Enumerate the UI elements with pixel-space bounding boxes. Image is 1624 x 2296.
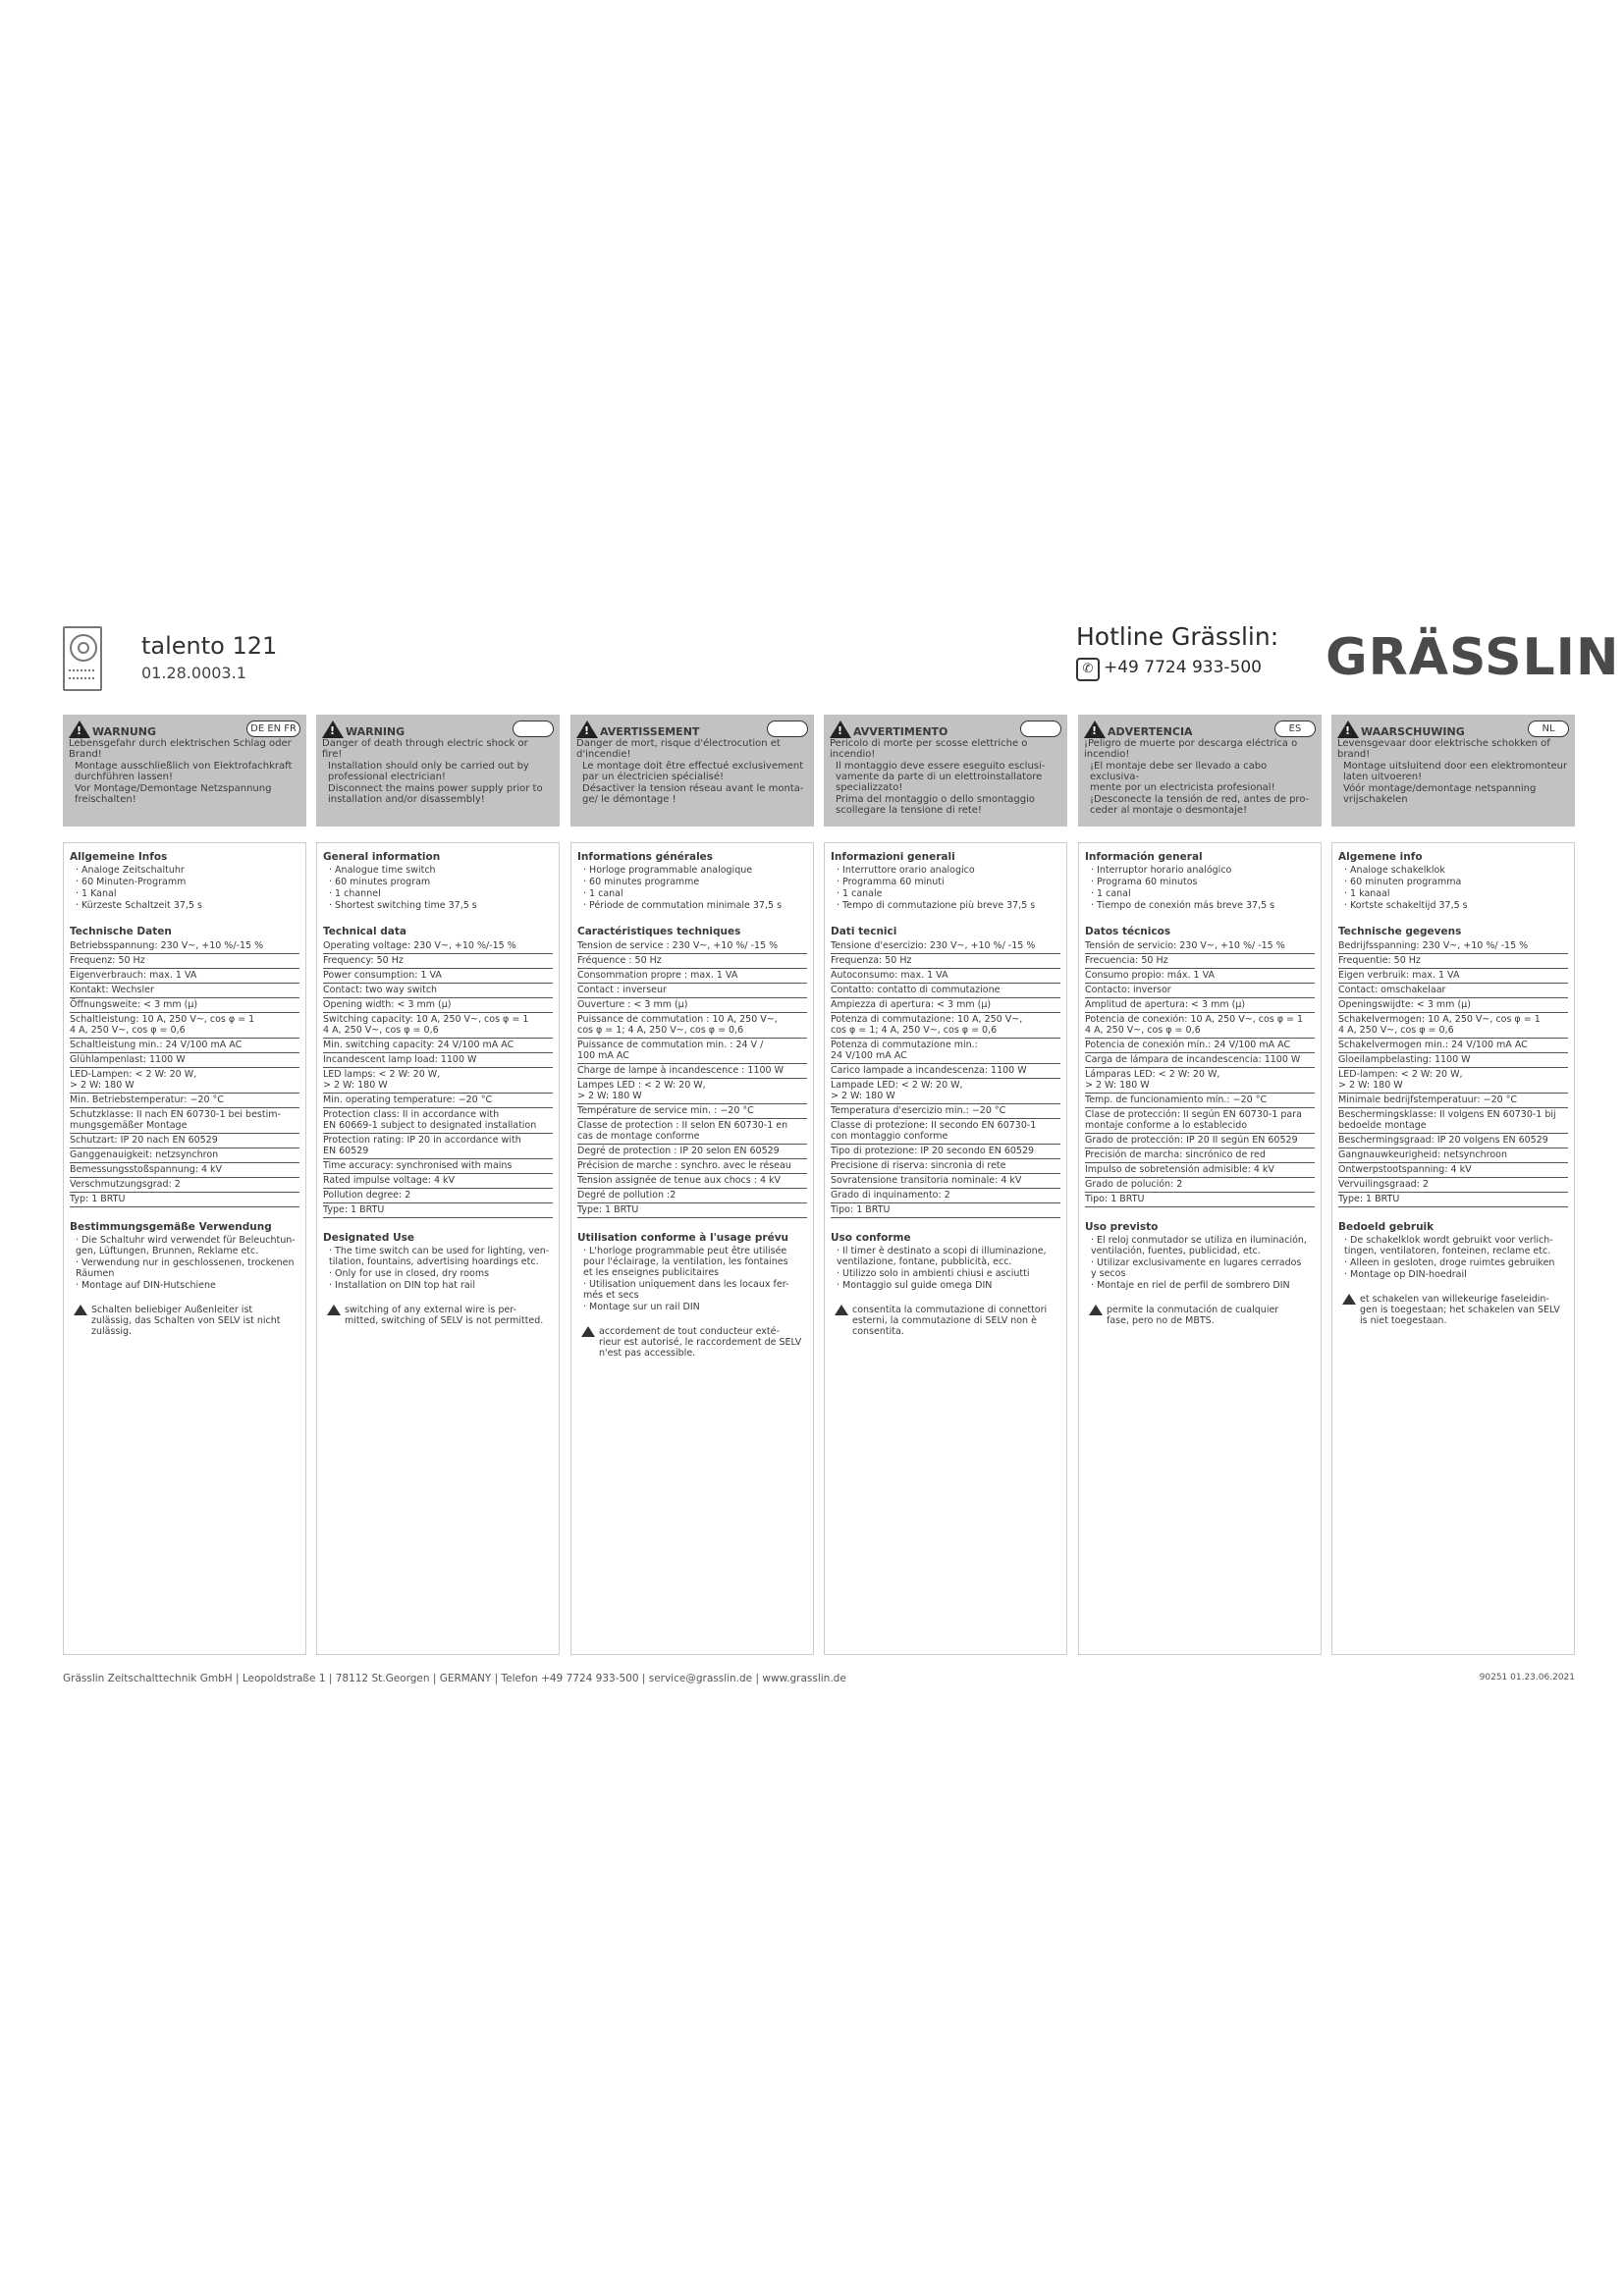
technical-data-row: Tensione d'esercizio: 230 V~, +10 %/ -15 % (831, 939, 1060, 954)
switching-note (91, 1305, 299, 1337)
technical-data-row: Schutzart: IP 20 nach EN 60529 (70, 1134, 299, 1148)
technical-data-row: Rated impulse voltage: 4 kV (323, 1174, 553, 1189)
switching-note-text: permite la conmutación de cualquier fase, pero no de MBTS. (1107, 1305, 1279, 1326)
hotline-label: Hotline Grässlin: (1076, 622, 1279, 651)
column-body (1078, 842, 1322, 1655)
technical-data-row: Ontwerpstootspanning: 4 kV (1338, 1163, 1568, 1178)
technical-data-row: Beschermingsgraad: IP 20 volgens EN 60529 (1338, 1134, 1568, 1148)
warning-triangle-icon (576, 721, 598, 738)
general-info-item: · Tempo di commutazione più breve 37,5 s (837, 900, 1060, 911)
intended-use-item: · Montage sur un rail DIN (583, 1302, 807, 1312)
caution-icon (327, 1305, 341, 1315)
technical-data-row: Schaltleistung min.: 24 V/100 mA AC (70, 1039, 299, 1053)
technical-data-row: Carico lampade a incandescenza: 1100 W (831, 1064, 1060, 1079)
warning-box (1078, 715, 1322, 827)
switching-note (599, 1326, 807, 1359)
warning-bullet: Désactiver la tension réseau avant le monta- ge/ le démontage ! (582, 783, 804, 805)
language-columns (63, 715, 1575, 1655)
intended-use-item: · The time switch can be used for lighting, ven- tilation, fountains, advertising hoardings etc. (329, 1246, 553, 1267)
technical-data-row: Schakelvermogen: 10 A, 250 V~, cos φ = 1 4 A, 250 V~, cos φ = 0,6 (1338, 1013, 1568, 1039)
technical-data-row: Precisione di riserva: sincronia di rete (831, 1159, 1060, 1174)
technical-data-row: Protection rating: IP 20 in accordance with EN 60529 (323, 1134, 553, 1159)
technical-data-title: Caractéristiques techniques (577, 926, 741, 937)
technical-data-row: Contacto: inversor (1085, 984, 1315, 998)
warning-bullet: Montage uitsluitend door een elektromonteur laten uitvoeren! (1343, 761, 1568, 782)
footer (63, 1673, 1575, 1684)
product-code: 01.28.0003.1 (141, 664, 246, 682)
warning-text: Levensgevaar door elektrische schokken of brand! (1337, 738, 1550, 760)
general-info-item: · 1 channel (329, 888, 553, 899)
language-badge (767, 721, 808, 737)
technical-data-row: Eigenverbrauch: max. 1 VA (70, 969, 299, 984)
warning-bullet: Montage ausschließlich von Elektrofachkraft durchführen lassen! (75, 761, 293, 782)
general-info-item: · 1 canal (1091, 888, 1315, 899)
general-info-item: · Horloge programmable analogique (583, 865, 807, 876)
intended-use-item: · Montaje en riel de perfil de sombrero DIN (1091, 1280, 1315, 1291)
technical-data-row: Incandescent lamp load: 1100 W (323, 1053, 553, 1068)
caution-icon (1342, 1294, 1356, 1305)
intended-use-title: Uso previsto (1085, 1221, 1159, 1233)
warning-title: WAARSCHUWING (1361, 725, 1465, 738)
technical-data-row: Frequenz: 50 Hz (70, 954, 299, 969)
document-reference: 90251 01.23.06.2021 (1479, 1673, 1575, 1682)
technical-data-row: Vervuilingsgraad: 2 (1338, 1178, 1568, 1193)
technical-data-row: Classe de protection : II selon EN 60730-1 en cas de montage conforme (577, 1119, 807, 1145)
technical-data-row: Grado de polución: 2 (1085, 1178, 1315, 1193)
technical-data-row: Verschmutzungsgrad: 2 (70, 1178, 299, 1193)
intended-use-item: · Montaggio sul guide omega DIN (837, 1280, 1060, 1291)
intended-use-title: Uso conforme (831, 1232, 911, 1244)
technical-data-row: Précision de marche : synchro. avec le réseau (577, 1159, 807, 1174)
caution-icon (835, 1305, 848, 1315)
intended-use-item: · Montage auf DIN-Hutschiene (76, 1280, 299, 1291)
technical-data-title: Datos técnicos (1085, 926, 1171, 937)
technical-data-row: Temperatura d'esercizio min.: −20 °C (831, 1104, 1060, 1119)
technical-data-row: Schaltleistung: 10 A, 250 V~, cos φ = 1 4 A, 250 V~, cos φ = 0,6 (70, 1013, 299, 1039)
language-column (824, 715, 1067, 1655)
technical-data-row: Eigen verbruik: max. 1 VA (1338, 969, 1568, 984)
technical-data-row: Amplitud de apertura: < 3 mm (µ) (1085, 998, 1315, 1013)
technical-data-row: Precisión de marcha: sincrónico de red (1085, 1148, 1315, 1163)
product-title: talento 121 (141, 632, 278, 660)
technical-data-row: Tipo di protezione: IP 20 secondo EN 60529 (831, 1145, 1060, 1159)
technical-data-row: Tension assignée de tenue aux chocs : 4 kV (577, 1174, 807, 1189)
warning-title: ADVERTENCIA (1108, 725, 1193, 738)
switching-note-text: Schalten beliebiger Außenleiter ist zulässig, das Schalten von SELV ist nicht zulässig. (91, 1305, 281, 1337)
column-body (570, 842, 814, 1655)
intended-use-item: · El reloj conmutador se utiliza en iluminación, ventilación, fuentes, publicidad, etc. (1091, 1235, 1315, 1256)
intended-use-item: · L'horloge programmable peut être utilisée pour l'éclairage, la ventilation, les fontaines et les enseignes publicitaires (583, 1246, 807, 1278)
general-info-item: · Interruttore orario analogico (837, 865, 1060, 876)
technical-data-row: LED-lampen: < 2 W: 20 W, > 2 W: 180 W (1338, 1068, 1568, 1094)
switching-note (1360, 1294, 1568, 1326)
column-body (63, 842, 306, 1655)
switching-note (345, 1305, 553, 1326)
technical-data-title: Technische gegevens (1338, 926, 1462, 937)
warning-bullet: Prima del montaggio o dello smontaggio scollegare la tensione di rete! (836, 794, 1035, 816)
technical-data-row: Gangnauwkeurigheid: netsynchroon (1338, 1148, 1568, 1163)
warning-text: ¡Peligro de muerte por descarga eléctrica o incendio! (1084, 738, 1298, 760)
general-info-title: Información general (1085, 851, 1203, 863)
general-info-item: · Kürzeste Schaltzeit 37,5 s (76, 900, 299, 911)
technical-data-row: Bedrijfsspanning: 230 V~, +10 %/ -15 % (1338, 939, 1568, 954)
intended-use-item: · Montage op DIN-hoedrail (1344, 1269, 1568, 1280)
general-info-item: · Analoge schakelklok (1344, 865, 1568, 876)
warning-bullet: ¡Desconecte la tensión de red, antes de pro- ceder al montaje o desmontaje! (1090, 794, 1310, 816)
technical-data-row: Grado de protección: IP 20 II según EN 60529 (1085, 1134, 1315, 1148)
technical-data-row: Opening width: < 3 mm (µ) (323, 998, 553, 1013)
technical-data-row: Tipo: 1 BRTU (831, 1203, 1060, 1218)
technical-data-row: Pollution degree: 2 (323, 1189, 553, 1203)
technical-data-row: Température de service min. : −20 °C (577, 1104, 807, 1119)
intended-use-title: Designated Use (323, 1232, 414, 1244)
technical-data-row: Type: 1 BRTU (1338, 1193, 1568, 1207)
intended-use-item: · Verwendung nur in geschlossenen, trockenen Räumen (76, 1257, 299, 1279)
general-info-item: · Programa 60 minutos (1091, 877, 1315, 887)
general-info-title: Allgemeine Infos (70, 851, 168, 863)
general-info-item: · Tiempo de conexión más breve 37,5 s (1091, 900, 1315, 911)
technical-data-row: Potenza di commutazione: 10 A, 250 V~, cos φ = 1; 4 A, 250 V~, cos φ = 0,6 (831, 1013, 1060, 1039)
switching-note-text: switching of any external wire is per- mitted, switching of SELV is not permitted. (345, 1305, 544, 1326)
warning-triangle-icon (1337, 721, 1359, 738)
technical-data-row: Tipo: 1 BRTU (1085, 1193, 1315, 1207)
technical-data-row: Typ: 1 BRTU (70, 1193, 299, 1207)
technical-data-row: Minimale bedrijfstemperatuur: −20 °C (1338, 1094, 1568, 1108)
warning-box (316, 715, 560, 827)
technical-data-row: Consumo propio: máx. 1 VA (1085, 969, 1315, 984)
technical-data-row: Lampade LED: < 2 W: 20 W, > 2 W: 180 W (831, 1079, 1060, 1104)
warning-title: AVERTISSEMENT (600, 725, 700, 738)
technical-data-row: Puissance de commutation : 10 A, 250 V~, cos φ = 1; 4 A, 250 V~, cos φ = 0,6 (577, 1013, 807, 1039)
technical-data-row: Ouverture : < 3 mm (µ) (577, 998, 807, 1013)
warning-title: WARNING (346, 725, 406, 738)
warning-triangle-icon (322, 721, 344, 738)
language-badge: NL (1528, 721, 1569, 737)
technical-data-row: Operating voltage: 230 V~, +10 %/-15 % (323, 939, 553, 954)
technical-data-row: Protection class: II in accordance with EN 60669-1 subject to designated installation (323, 1108, 553, 1134)
technical-data-row: Potenza di commutazione min.: 24 V/100 mA AC (831, 1039, 1060, 1064)
technical-data-row: Öffnungsweite: < 3 mm (µ) (70, 998, 299, 1013)
warning-bullet: Disconnect the mains power supply prior to installation and/or disassembly! (328, 783, 543, 805)
general-info-item: · 60 minuten programma (1344, 877, 1568, 887)
technical-data-row: Fréquence : 50 Hz (577, 954, 807, 969)
company-address: Grässlin Zeitschalttechnik GmbH | Leopoldstraße 1 | 78112 St.Georgen | GERMANY | Telefon +49 7724 933-500 | service@grasslin.de | www.grasslin.de (63, 1673, 846, 1684)
language-badge: DE EN FR (246, 721, 300, 737)
technical-data-row: Schakelvermogen min.: 24 V/100 mA AC (1338, 1039, 1568, 1053)
technical-data-row: Openingswijdte: < 3 mm (µ) (1338, 998, 1568, 1013)
timer-device-icon (63, 626, 102, 691)
general-info-title: Informazioni generali (831, 851, 955, 863)
technical-data-row: Temp. de funcionamiento mín.: −20 °C (1085, 1094, 1315, 1108)
technical-data-row: Autoconsumo: max. 1 VA (831, 969, 1060, 984)
technical-data-row: Beschermingsklasse: II volgens EN 60730-1 bij bedoelde montage (1338, 1108, 1568, 1134)
warning-text: Danger de mort, risque d'électrocution et d'incendie! (576, 738, 781, 760)
language-column (1078, 715, 1322, 1655)
column-body (1331, 842, 1575, 1655)
technical-data-row: Puissance de commutation min. : 24 V / 100 mA AC (577, 1039, 807, 1064)
technical-data-row: Tensión de servicio: 230 V~, +10 %/ -15 % (1085, 939, 1315, 954)
technical-data-row: Type: 1 BRTU (577, 1203, 807, 1218)
language-column (63, 715, 306, 1655)
general-info-item: · Kortste schakeltijd 37,5 s (1344, 900, 1568, 911)
general-info-item: · 1 canale (837, 888, 1060, 899)
intended-use-item: · Only for use in closed, dry rooms (329, 1268, 553, 1279)
caution-icon (1089, 1305, 1103, 1315)
warning-bullet: Installation should only be carried out by professional electrician! (328, 761, 529, 782)
general-info-item: · 60 minutes programme (583, 877, 807, 887)
technical-data-row: Charge de lampe à incandescence : 1100 W (577, 1064, 807, 1079)
technical-data-row: Min. Betriebstemperatur: −20 °C (70, 1094, 299, 1108)
document-header (63, 618, 1620, 707)
technical-data-row: Impulso de sobretensión admisible: 4 kV (1085, 1163, 1315, 1178)
technical-data-row: Betriebsspannung: 230 V~, +10 %/-15 % (70, 939, 299, 954)
technical-data-row: Carga de lámpara de incandescencia: 1100 W (1085, 1053, 1315, 1068)
switching-note (1107, 1305, 1315, 1326)
technical-data-row: Degré de protection : IP 20 selon EN 60529 (577, 1145, 807, 1159)
intended-use-title: Bedoeld gebruik (1338, 1221, 1435, 1233)
technical-data-row: Potencia de conexión mín.: 24 V/100 mA AC (1085, 1039, 1315, 1053)
general-info-title: General information (323, 851, 441, 863)
general-info-item: · 1 kanaal (1344, 888, 1568, 899)
warning-bullet: Il montaggio deve essere eseguito esclusi- vamente da parte di un elettroinstallatore specializzato! (836, 761, 1046, 793)
technical-data-title: Technical data (323, 926, 406, 937)
caution-icon (581, 1326, 595, 1337)
intended-use-title: Utilisation conforme à l'usage prévu (577, 1232, 789, 1244)
technical-data-row: Power consumption: 1 VA (323, 969, 553, 984)
general-info-item: · Période de commutation minimale 37,5 s (583, 900, 807, 911)
dial-icon (70, 634, 97, 662)
technical-data-row: Degré de pollution :2 (577, 1189, 807, 1203)
warning-box (1331, 715, 1575, 827)
warning-text: Danger of death through electric shock or fire! (322, 738, 528, 760)
technical-data-row: Min. operating temperature: −20 °C (323, 1094, 553, 1108)
general-info-title: Informations générales (577, 851, 714, 863)
column-body (824, 842, 1067, 1655)
technical-data-title: Technische Daten (70, 926, 172, 937)
warning-text: Pericolo di morte per scosse elettriche o incendio! (830, 738, 1028, 760)
technical-data-row: Frequency: 50 Hz (323, 954, 553, 969)
keypad-icon (69, 669, 94, 679)
technical-data-row: Ganggenauigkeit: netzsynchron (70, 1148, 299, 1163)
intended-use-item: · Utilisation uniquement dans les locaux fer- més et secs (583, 1279, 807, 1301)
warning-box (570, 715, 814, 827)
intended-use-title: Bestimmungsgemäße Verwendung (70, 1221, 272, 1233)
general-info-item: · 60 Minuten-Programm (76, 877, 299, 887)
phone-icon: ✆ (1076, 658, 1100, 681)
technical-data-row: Glühlampenlast: 1100 W (70, 1053, 299, 1068)
technical-data-row: Type: 1 BRTU (323, 1203, 553, 1218)
technical-data-title: Dati tecnici (831, 926, 897, 937)
switching-note (852, 1305, 1060, 1337)
technical-data-row: Switching capacity: 10 A, 250 V~, cos φ = 1 4 A, 250 V~, cos φ = 0,6 (323, 1013, 553, 1039)
language-badge (513, 721, 554, 737)
general-info-item: · Analoge Zeitschaltuhr (76, 865, 299, 876)
warning-triangle-icon (69, 721, 90, 738)
intended-use-item: · Utilizzo solo in ambienti chiusi e asciutti (837, 1268, 1060, 1279)
technical-data-row: Contact: two way switch (323, 984, 553, 998)
intended-use-item: · Installation on DIN top hat rail (329, 1280, 553, 1291)
general-info-item: · Analogue time switch (329, 865, 553, 876)
technical-data-row: Kontakt: Wechsler (70, 984, 299, 998)
technical-data-row: Contact : inverseur (577, 984, 807, 998)
switching-note-text: accordement de tout conducteur exté- rieur est autorisé, le raccordement de SELV n'est pas accessible. (599, 1326, 802, 1359)
language-column (1331, 715, 1575, 1655)
warning-title: AVVERTIMENTO (853, 725, 948, 738)
technical-data-row: Gloeilampbelasting: 1100 W (1338, 1053, 1568, 1068)
warning-box (63, 715, 306, 827)
column-body (316, 842, 560, 1655)
intended-use-item: · Il timer è destinato a scopi di illuminazione, ventilazione, fontane, pubblicità, ecc. (837, 1246, 1060, 1267)
technical-data-row: Lampes LED : < 2 W: 20 W, > 2 W: 180 W (577, 1079, 807, 1104)
warning-bullet: Vóór montage/demontage netspanning vrijschakelen (1343, 783, 1537, 805)
language-badge: ES (1274, 721, 1316, 737)
warning-text: Lebensgefahr durch elektrischen Schlag oder Brand! (69, 738, 292, 760)
general-info-item: · Interruptor horario analógico (1091, 865, 1315, 876)
technical-data-row: Schutzklasse: II nach EN 60730-1 bei bestim- mungsgemäßer Montage (70, 1108, 299, 1134)
switching-note-text: consentita la commutazione di connettori esterni, la commutazione di SELV non è consentita. (852, 1305, 1048, 1337)
intended-use-item: · Die Schaltuhr wird verwendet für Beleuchtun- gen, Lüftungen, Brunnen, Reklame etc. (76, 1235, 299, 1256)
warning-bullet: Le montage doit être effectué exclusivement par un électricien spécialisé! (582, 761, 804, 782)
technical-data-row: LED lamps: < 2 W: 20 W, > 2 W: 180 W (323, 1068, 553, 1094)
general-info-item: · Programma 60 minuti (837, 877, 1060, 887)
warning-triangle-icon (1084, 721, 1106, 738)
general-info-item: · 1 Kanal (76, 888, 299, 899)
language-column (570, 715, 814, 1655)
general-info-item: · 60 minutes program (329, 877, 553, 887)
technical-data-row: Potencia de conexión: 10 A, 250 V~, cos φ = 1 4 A, 250 V~, cos φ = 0,6 (1085, 1013, 1315, 1039)
technical-data-row: Consommation propre : max. 1 VA (577, 969, 807, 984)
language-column (316, 715, 560, 1655)
technical-data-row: Contatto: contatto di commutazione (831, 984, 1060, 998)
intended-use-item: · De schakelklok wordt gebruikt voor verlich- tingen, ventilatoren, fonteinen, reclame etc. (1344, 1235, 1568, 1256)
technical-data-row: Ampiezza di apertura: < 3 mm (µ) (831, 998, 1060, 1013)
technical-data-row: Frecuencia: 50 Hz (1085, 954, 1315, 969)
language-badge (1020, 721, 1061, 737)
technical-data-row: Lámparas LED: < 2 W: 20 W, > 2 W: 180 W (1085, 1068, 1315, 1094)
technical-data-row: Contact: omschakelaar (1338, 984, 1568, 998)
general-info-item: · Shortest switching time 37,5 s (329, 900, 553, 911)
intended-use-item: · Alleen in gesloten, droge ruimtes gebruiken (1344, 1257, 1568, 1268)
technical-data-row: Frequentie: 50 Hz (1338, 954, 1568, 969)
switching-note-text: et schakelen van willekeurige faseleidin- gen is toegestaan; het schakelen van SELV is niet toegestaan. (1360, 1294, 1560, 1326)
general-info-title: Algemene info (1338, 851, 1423, 863)
warning-title: WARNUNG (92, 725, 156, 738)
technical-data-row: Min. switching capacity: 24 V/100 mA AC (323, 1039, 553, 1053)
technical-data-row: Clase de protección: II según EN 60730-1 para montaje conforme a lo establecido (1085, 1108, 1315, 1134)
warning-triangle-icon (830, 721, 851, 738)
phone-number[interactable]: +49 7724 933-500 (1104, 658, 1262, 677)
technical-data-row: Grado di inquinamento: 2 (831, 1189, 1060, 1203)
caution-icon (74, 1305, 87, 1315)
technical-data-row: Classe di protezione: II secondo EN 60730-1 con montaggio conforme (831, 1119, 1060, 1145)
brand-logo: GRÄSSLIN (1326, 628, 1620, 687)
technical-data-row: LED-Lampen: < 2 W: 20 W, > 2 W: 180 W (70, 1068, 299, 1094)
warning-bullet: ¡El montaje debe ser llevado a cabo exclusiva- mente por un electricista profesional! (1090, 761, 1275, 793)
technical-data-row: Tension de service : 230 V~, +10 %/ -15 % (577, 939, 807, 954)
technical-data-row: Time accuracy: synchronised with mains (323, 1159, 553, 1174)
warning-bullet: Vor Montage/Demontage Netzspannung freischalten! (75, 783, 272, 805)
general-info-item: · 1 canal (583, 888, 807, 899)
technical-data-row: Frequenza: 50 Hz (831, 954, 1060, 969)
intended-use-item: · Utilizar exclusivamente en lugares cerrados y secos (1091, 1257, 1315, 1279)
warning-box (824, 715, 1067, 827)
technical-data-row: Sovratensione transitoria nominale: 4 kV (831, 1174, 1060, 1189)
technical-data-row: Bemessungsstoßspannung: 4 kV (70, 1163, 299, 1178)
